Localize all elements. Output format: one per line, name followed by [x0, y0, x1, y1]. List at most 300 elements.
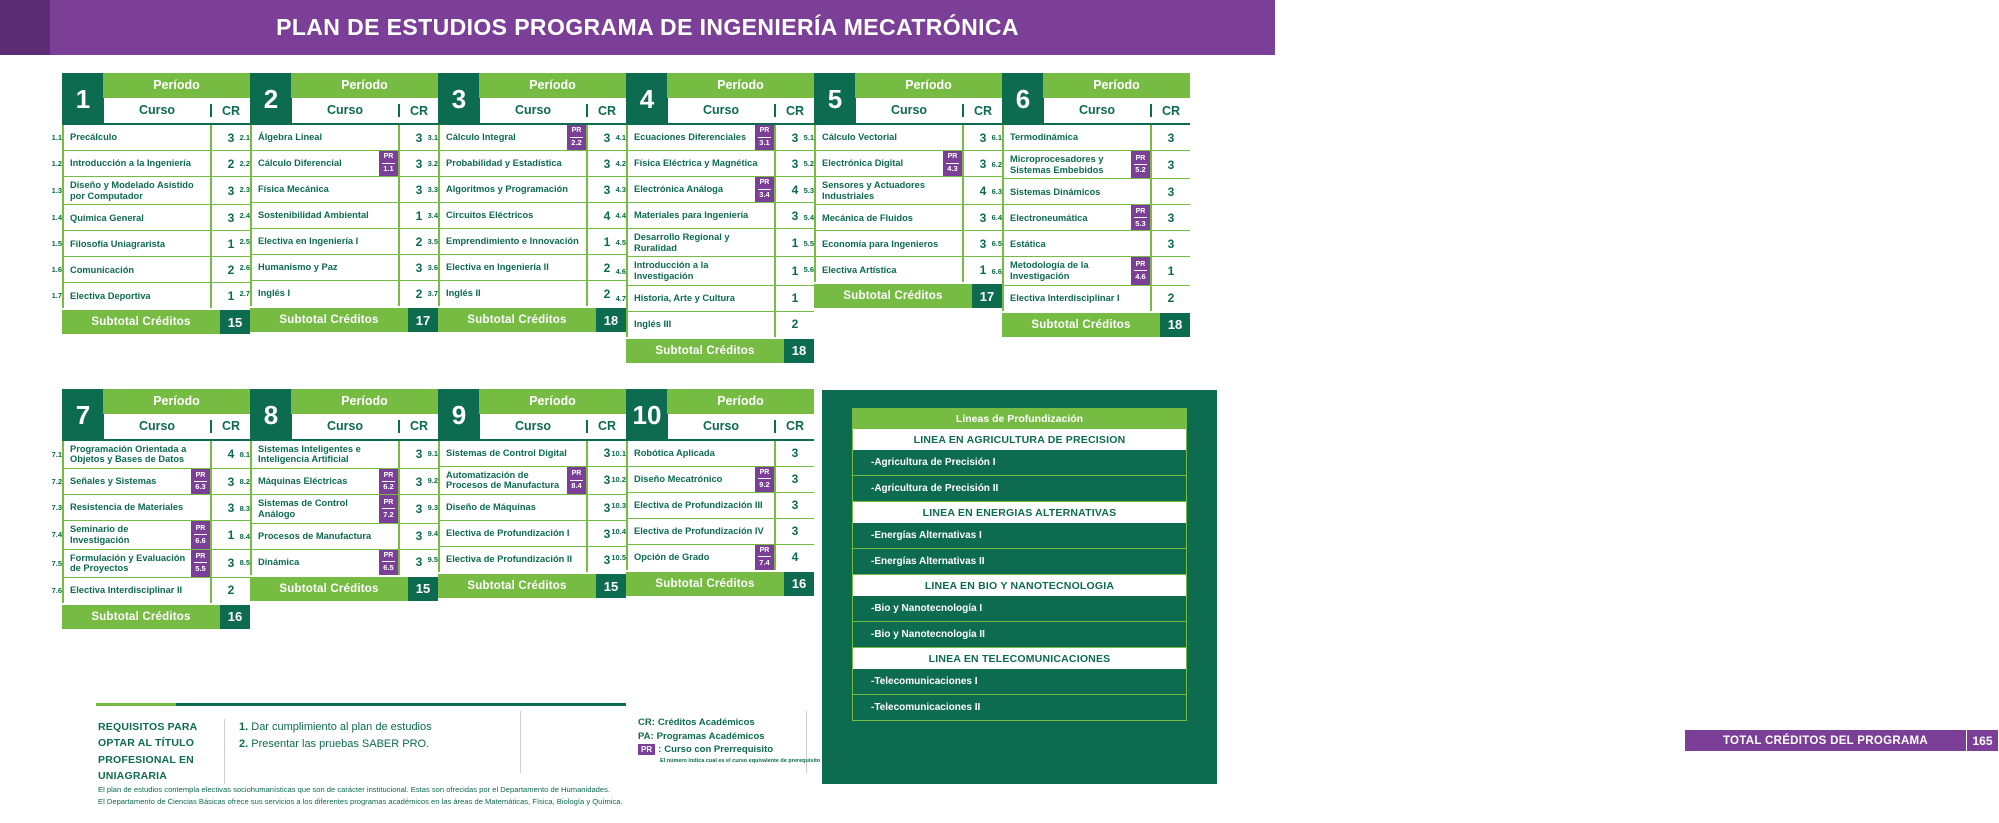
course-code: 9.1: [427, 448, 438, 458]
course-code: 8.3: [239, 504, 250, 514]
course-list: [51, 125, 250, 308]
course-name-cell: [252, 495, 400, 522]
course-credits: 3: [603, 182, 611, 197]
period-column-headers: [292, 98, 438, 125]
course-name: Electrónica Digital: [822, 158, 904, 169]
course-name: Sistemas de Control Análogo: [258, 498, 348, 519]
course-name-cell: [64, 151, 212, 176]
prerequisite-badge: [1131, 257, 1150, 284]
subtotal-row: [1002, 313, 1190, 337]
legend-note: El número indica cual es el curso equivalente de prerequisito: [660, 757, 821, 764]
course-row[interactable]: [615, 286, 814, 312]
course-credits: 3: [1167, 130, 1175, 145]
course-row[interactable]: [991, 257, 1190, 285]
period-label: Período: [291, 73, 438, 98]
subtotal-label: Subtotal Créditos: [814, 284, 972, 308]
prerequisite-badge-label: PR: [383, 471, 394, 479]
course-name: Álgebra Lineal: [258, 132, 323, 143]
course-code: 5.2: [803, 159, 814, 168]
course-name-cell: [816, 231, 964, 256]
course-name-cell: [440, 151, 588, 176]
course-code: 3.3: [427, 185, 438, 194]
course-row[interactable]: [803, 205, 1002, 231]
course-row[interactable]: [991, 205, 1190, 231]
course-list: [991, 125, 1190, 311]
prerequisite-code: 3.1: [759, 138, 770, 148]
course-credits: 3: [791, 130, 799, 145]
prerequisite-badge-label: PR: [759, 127, 770, 135]
legend-value: Curso con Prerrequisito: [664, 744, 774, 755]
course-name: Electroneumática: [1010, 212, 1088, 223]
course-name-cell: [440, 203, 588, 228]
course-row[interactable]: [803, 231, 1002, 257]
subtotal-row: [626, 572, 814, 596]
period-column-5: [803, 73, 1002, 363]
period-header: [438, 389, 626, 441]
course-credits: 3: [979, 130, 987, 145]
course-credits: 3: [1167, 210, 1175, 225]
subtotal-row: [438, 574, 626, 598]
course-name: Emprendimiento e Innovación: [446, 236, 579, 247]
prerequisite-badge: [379, 495, 398, 522]
course-name: Sistemas Dinámicos: [1010, 186, 1101, 197]
course-credits: 4: [791, 550, 799, 565]
course-credits: 3: [227, 556, 235, 571]
requirement-item: [239, 736, 432, 753]
course-row[interactable]: [239, 151, 438, 177]
course-name: Sistemas Inteligentes e Inteligencia Artificial: [258, 443, 361, 465]
course-row[interactable]: [51, 283, 250, 308]
course-credits: 3: [791, 524, 799, 539]
course-row[interactable]: [611, 545, 814, 570]
period-label: Período: [103, 389, 250, 414]
course-row[interactable]: [427, 255, 626, 281]
course-row[interactable]: [427, 467, 626, 495]
period-column-3: [427, 73, 626, 363]
course-row[interactable]: [239, 281, 438, 306]
course-credits: 3: [791, 446, 799, 461]
course-name-cell: [628, 312, 776, 337]
course-name-cell: [64, 231, 212, 256]
course-row[interactable]: [991, 125, 1190, 151]
course-name-cell: [440, 177, 588, 202]
course-code: 8.5: [239, 557, 250, 567]
course-name-cell: [252, 550, 400, 575]
period-number: 9: [438, 389, 480, 441]
course-row[interactable]: [239, 469, 438, 495]
prerequisite-code: 4.3: [947, 164, 958, 174]
course-row[interactable]: [615, 229, 814, 257]
course-row[interactable]: [427, 125, 626, 151]
course-code: 9.2: [427, 475, 438, 485]
course-row[interactable]: [991, 179, 1190, 205]
course-code: 3.7: [427, 289, 438, 298]
deepening-line-item[interactable]: -Telecomunicaciones I: [853, 669, 1186, 695]
subtotal-label: Subtotal Créditos: [250, 577, 408, 601]
course-row[interactable]: [51, 521, 250, 549]
course-code: 4.1: [615, 133, 626, 142]
course-name-cell: [1004, 205, 1152, 230]
course-name-cell: [440, 281, 588, 306]
course-name: Microprocesadores y Sistemas Embebidos: [1010, 154, 1104, 175]
deepening-line-item[interactable]: -Energías Alternativas II: [853, 549, 1186, 575]
course-code: 5.6: [803, 265, 814, 275]
requirement-text: Dar cumplimiento al plan de estudios: [251, 721, 432, 733]
column-header-curso: Curso: [104, 420, 212, 433]
course-name: Electiva en Ingeniería II: [446, 262, 549, 273]
course-name: Desarrollo Regional y Ruralidad: [634, 232, 730, 253]
column-header-curso: Curso: [292, 104, 400, 117]
course-code: 1.1: [51, 133, 62, 142]
course-row[interactable]: [427, 151, 626, 177]
period-header: [1002, 73, 1190, 125]
prerequisite-badge-label: PR: [195, 524, 206, 532]
course-list: [803, 125, 1002, 282]
course-credits: 1: [227, 236, 235, 251]
course-code: 1.5: [51, 239, 62, 249]
prerequisite-code: 6.6: [195, 535, 206, 545]
course-row[interactable]: [239, 441, 438, 469]
prerequisite-code: 6.2: [383, 482, 394, 492]
course-row[interactable]: [51, 205, 250, 231]
column-header-curso: Curso: [480, 420, 588, 433]
course-credits: 2: [415, 286, 423, 301]
subtotal-label: Subtotal Créditos: [1002, 313, 1160, 337]
course-name-cell: [64, 257, 212, 282]
subtotal-label: Subtotal Créditos: [62, 310, 220, 334]
total-credits-label: TOTAL CRÉDITOS DEL PROGRAMA: [1685, 730, 1966, 751]
prerequisite-badge-label: PR: [1135, 154, 1146, 162]
course-name-cell: [440, 255, 588, 280]
course-name: Electiva de Profundización I: [446, 528, 570, 539]
period-header: [250, 73, 438, 125]
course-row[interactable]: [615, 203, 814, 229]
course-row[interactable]: [611, 467, 814, 493]
period-column-headers: [104, 414, 250, 441]
subtotal-label: Subtotal Créditos: [250, 308, 408, 332]
course-name: Estática: [1010, 238, 1046, 249]
column-header-cr: CR: [221, 419, 241, 434]
period-label: Período: [103, 73, 250, 98]
period-number: 6: [1002, 73, 1044, 125]
course-name: Mecánica de Fluidos: [822, 212, 913, 223]
course-row[interactable]: [239, 229, 438, 255]
period-column-headers: [480, 98, 626, 125]
course-code: 8.4: [239, 531, 250, 541]
legend-row: [638, 717, 820, 728]
course-row[interactable]: [803, 177, 1002, 205]
course-name-cell: [1004, 286, 1152, 311]
course-code: 1.3: [51, 186, 62, 196]
course-name: Formulación y Evaluación de Proyectos: [70, 552, 186, 574]
course-code: 2.5: [239, 237, 250, 246]
course-row[interactable]: [991, 231, 1190, 257]
prerequisite-badge: [379, 550, 398, 575]
course-credits: 3: [415, 501, 423, 516]
deepening-line-item[interactable]: -Agricultura de Precisión I: [853, 450, 1186, 476]
course-row[interactable]: [239, 177, 438, 203]
prerequisite-badge-label: PR: [1135, 207, 1146, 215]
period-column-headers: [856, 98, 1002, 125]
course-name: Electiva de Profundización IV: [634, 525, 764, 536]
course-row[interactable]: [51, 469, 250, 495]
course-row[interactable]: [611, 519, 814, 545]
course-row[interactable]: [991, 286, 1190, 311]
course-row[interactable]: [51, 495, 250, 521]
course-row[interactable]: [615, 125, 814, 151]
legend-value: Créditos Académicos: [657, 717, 755, 728]
course-name: Materiales para Ingeniería: [634, 210, 749, 221]
period-label: Período: [1043, 73, 1190, 98]
period-header: [250, 389, 438, 441]
course-name-cell: [64, 469, 212, 494]
total-credits-value: 165: [1966, 730, 1998, 751]
prerequisite-code: 5.5: [195, 563, 206, 573]
course-credits: 4: [603, 208, 611, 223]
course-credits: 3: [415, 130, 423, 145]
subtotal-value: 18: [596, 308, 626, 332]
course-name-cell: [816, 205, 964, 230]
course-code: 9.5: [427, 555, 438, 565]
course-credits: 3: [227, 474, 235, 489]
course-row[interactable]: [427, 441, 626, 467]
course-name: Electiva Interdisciplinar I: [1010, 292, 1120, 303]
course-name-cell: [64, 283, 212, 308]
course-name-cell: [64, 125, 212, 150]
course-name-cell: [252, 441, 400, 468]
course-credits: 1: [979, 262, 987, 277]
period-header: [814, 73, 1002, 125]
course-credits: 4: [227, 447, 235, 462]
course-row[interactable]: [803, 257, 1002, 282]
course-credits: 3: [415, 447, 423, 462]
course-name: Diseño y Modelado Asistido por Computador: [70, 180, 194, 201]
course-row[interactable]: [239, 125, 438, 151]
course-code: 7.3: [51, 503, 62, 513]
course-credits: 2: [227, 156, 235, 171]
course-name: Química General: [70, 212, 144, 223]
course-credits: 2: [227, 262, 235, 277]
course-name-cell: [440, 125, 588, 150]
course-credits: 3: [791, 208, 799, 223]
legend-block: [638, 717, 820, 765]
period-label: Período: [667, 73, 814, 98]
course-credits: 3: [1167, 184, 1175, 199]
subtotal-row: [250, 308, 438, 332]
course-code: 10.3: [611, 500, 626, 510]
course-name: Diseño Mecatrónico: [634, 473, 723, 484]
period-label: Período: [291, 389, 438, 414]
course-credits: 1: [791, 264, 799, 279]
course-list: [611, 441, 814, 570]
course-name: Resistencia de Materiales: [70, 502, 184, 513]
course-row[interactable]: [51, 257, 250, 283]
course-code: 3.6: [427, 263, 438, 272]
course-name: Sostenibilidad Ambiental: [258, 210, 369, 221]
course-row[interactable]: [991, 151, 1190, 179]
course-row[interactable]: [239, 524, 438, 550]
course-name: Diseño de Máquinas: [446, 502, 536, 513]
course-code: 5.5: [803, 239, 814, 249]
course-name-cell: [440, 495, 588, 520]
prerequisite-code: 2.2: [571, 138, 582, 148]
course-name: Filosofía Uniagrarista: [70, 238, 166, 249]
prerequisite-code: 6.3: [195, 482, 206, 492]
course-list: [239, 441, 438, 575]
course-row[interactable]: [239, 550, 438, 575]
course-name-cell: [64, 578, 212, 603]
course-row[interactable]: [239, 255, 438, 281]
deepening-line-item[interactable]: -Energías Alternativas I: [853, 523, 1186, 549]
course-code: 8.2: [239, 477, 250, 487]
course-credits: 3: [603, 526, 611, 541]
course-row[interactable]: [615, 312, 814, 337]
period-column-headers: [480, 414, 626, 441]
deepening-line-item[interactable]: -Bio y Nanotecnología I: [853, 596, 1186, 622]
course-name-cell: [628, 229, 776, 256]
course-code: 5.4: [803, 213, 814, 223]
course-row[interactable]: [51, 177, 250, 205]
prerequisite-badge: [567, 467, 586, 494]
course-name-cell: [1004, 231, 1152, 256]
course-name: Robótica Aplicada: [634, 447, 715, 458]
course-credits: 3: [603, 552, 611, 567]
legend-left-divider: [520, 711, 521, 773]
course-row[interactable]: [427, 521, 626, 547]
course-row[interactable]: [427, 177, 626, 203]
course-row[interactable]: [803, 151, 1002, 177]
course-name-cell: [628, 257, 776, 284]
course-name-cell: [252, 125, 400, 150]
course-name-cell: [628, 151, 776, 176]
course-name-cell: [64, 177, 212, 204]
course-row[interactable]: [611, 493, 814, 519]
course-name-cell: [1004, 257, 1152, 284]
course-credits: 2: [415, 234, 423, 249]
period-number: 8: [250, 389, 292, 441]
course-row[interactable]: [427, 495, 626, 521]
course-row[interactable]: [51, 151, 250, 177]
course-row[interactable]: [239, 203, 438, 229]
subtotal-value: 18: [1160, 313, 1190, 337]
prerequisite-badge: [191, 521, 210, 548]
course-name: Electiva de Profundización II: [446, 554, 573, 565]
footer-divider-dark: [176, 703, 626, 706]
course-name: Electiva en Ingeniería I: [258, 236, 359, 247]
course-code: 6.4: [991, 213, 1002, 223]
course-row[interactable]: [427, 203, 626, 229]
disclaimer-text: [98, 784, 623, 807]
page-title: PLAN DE ESTUDIOS PROGRAMA DE INGENIERÍA MECATRÓNICA: [276, 14, 1019, 40]
course-row[interactable]: [51, 578, 250, 603]
prerequisite-badge-label: PR: [1135, 261, 1146, 268]
header-accent-block: [0, 0, 50, 55]
course-name-cell: [252, 177, 400, 202]
course-credits: 2: [1167, 291, 1175, 306]
prerequisite-badge: [191, 469, 210, 494]
prerequisite-badge: [755, 177, 774, 202]
course-row[interactable]: [427, 281, 626, 306]
course-row[interactable]: [615, 151, 814, 177]
subtotal-row: [814, 284, 1002, 308]
course-row[interactable]: [427, 229, 626, 255]
course-name: Circuitos Eléctricos: [446, 210, 534, 221]
deepening-line-item[interactable]: -Bio y Nanotecnología II: [853, 622, 1186, 648]
prerequisite-code: 3.4: [759, 190, 770, 200]
course-name: Precálculo: [70, 132, 118, 143]
course-name: Dinámica: [258, 556, 300, 567]
course-name-cell: [816, 177, 964, 204]
course-name-cell: [628, 203, 776, 228]
course-credits: 3: [415, 529, 423, 543]
footer-divider: [96, 703, 626, 706]
course-code: 3.4: [427, 211, 438, 220]
period-label: Período: [855, 73, 1002, 98]
course-row[interactable]: [51, 550, 250, 578]
course-name: Sensores y Actuadores Industriales: [822, 180, 925, 201]
course-code: 4.7: [615, 293, 626, 303]
deepening-line-item[interactable]: -Telecomunicaciones II: [853, 695, 1186, 720]
periods-row-1: [0, 73, 1275, 363]
course-code: 4.2: [615, 159, 626, 168]
prerequisite-code: 6.5: [383, 562, 394, 572]
deepening-lines-title: Líneas de Profundización: [853, 409, 1186, 429]
course-code: 5.3: [803, 186, 814, 196]
course-row[interactable]: [615, 257, 814, 285]
prerequisite-code: 9.2: [759, 479, 770, 489]
prerequisite-code: 5.2: [1135, 165, 1146, 175]
course-name-cell: [252, 281, 400, 306]
course-credits: 2: [603, 286, 611, 301]
column-header-cr: CR: [785, 103, 805, 118]
course-row[interactable]: [239, 495, 438, 523]
course-name: Economía para Ingenieros: [822, 238, 939, 249]
course-name-cell: [1004, 151, 1152, 178]
course-row[interactable]: [803, 125, 1002, 151]
course-name: Inglés III: [634, 318, 672, 329]
period-column-4: [615, 73, 814, 363]
course-credits: 3: [603, 446, 611, 461]
prerequisite-code: 8.4: [571, 481, 582, 491]
course-credits: 3: [227, 183, 235, 198]
course-row[interactable]: [51, 231, 250, 257]
course-row[interactable]: [615, 177, 814, 203]
course-name: Introducción a la Ingeniería: [70, 158, 191, 169]
course-row[interactable]: [611, 441, 814, 467]
subtotal-label: Subtotal Créditos: [626, 572, 784, 596]
course-code: 4.5: [615, 238, 626, 248]
course-name-cell: [440, 521, 588, 546]
course-row[interactable]: [51, 125, 250, 151]
course-name-cell: [628, 467, 776, 492]
course-name: Electiva Artística: [822, 264, 897, 275]
deepening-line-item[interactable]: -Agricultura de Precisión II: [853, 476, 1186, 502]
course-code: 10.1: [611, 448, 626, 458]
course-credits: 3: [791, 156, 799, 171]
course-code: 9.3: [427, 503, 438, 513]
course-name-cell: [440, 467, 588, 494]
course-row[interactable]: [51, 441, 250, 469]
course-credits: 3: [791, 498, 799, 513]
prerequisite-badge-label: PR: [195, 471, 206, 479]
requirement-item: [239, 719, 432, 736]
course-credits: 3: [415, 156, 423, 171]
course-code: 7.5: [51, 558, 62, 568]
deepening-lines-list: [852, 408, 1187, 721]
course-code: 10.2: [611, 474, 626, 484]
course-row[interactable]: [427, 547, 626, 572]
course-name-cell: [628, 125, 776, 150]
